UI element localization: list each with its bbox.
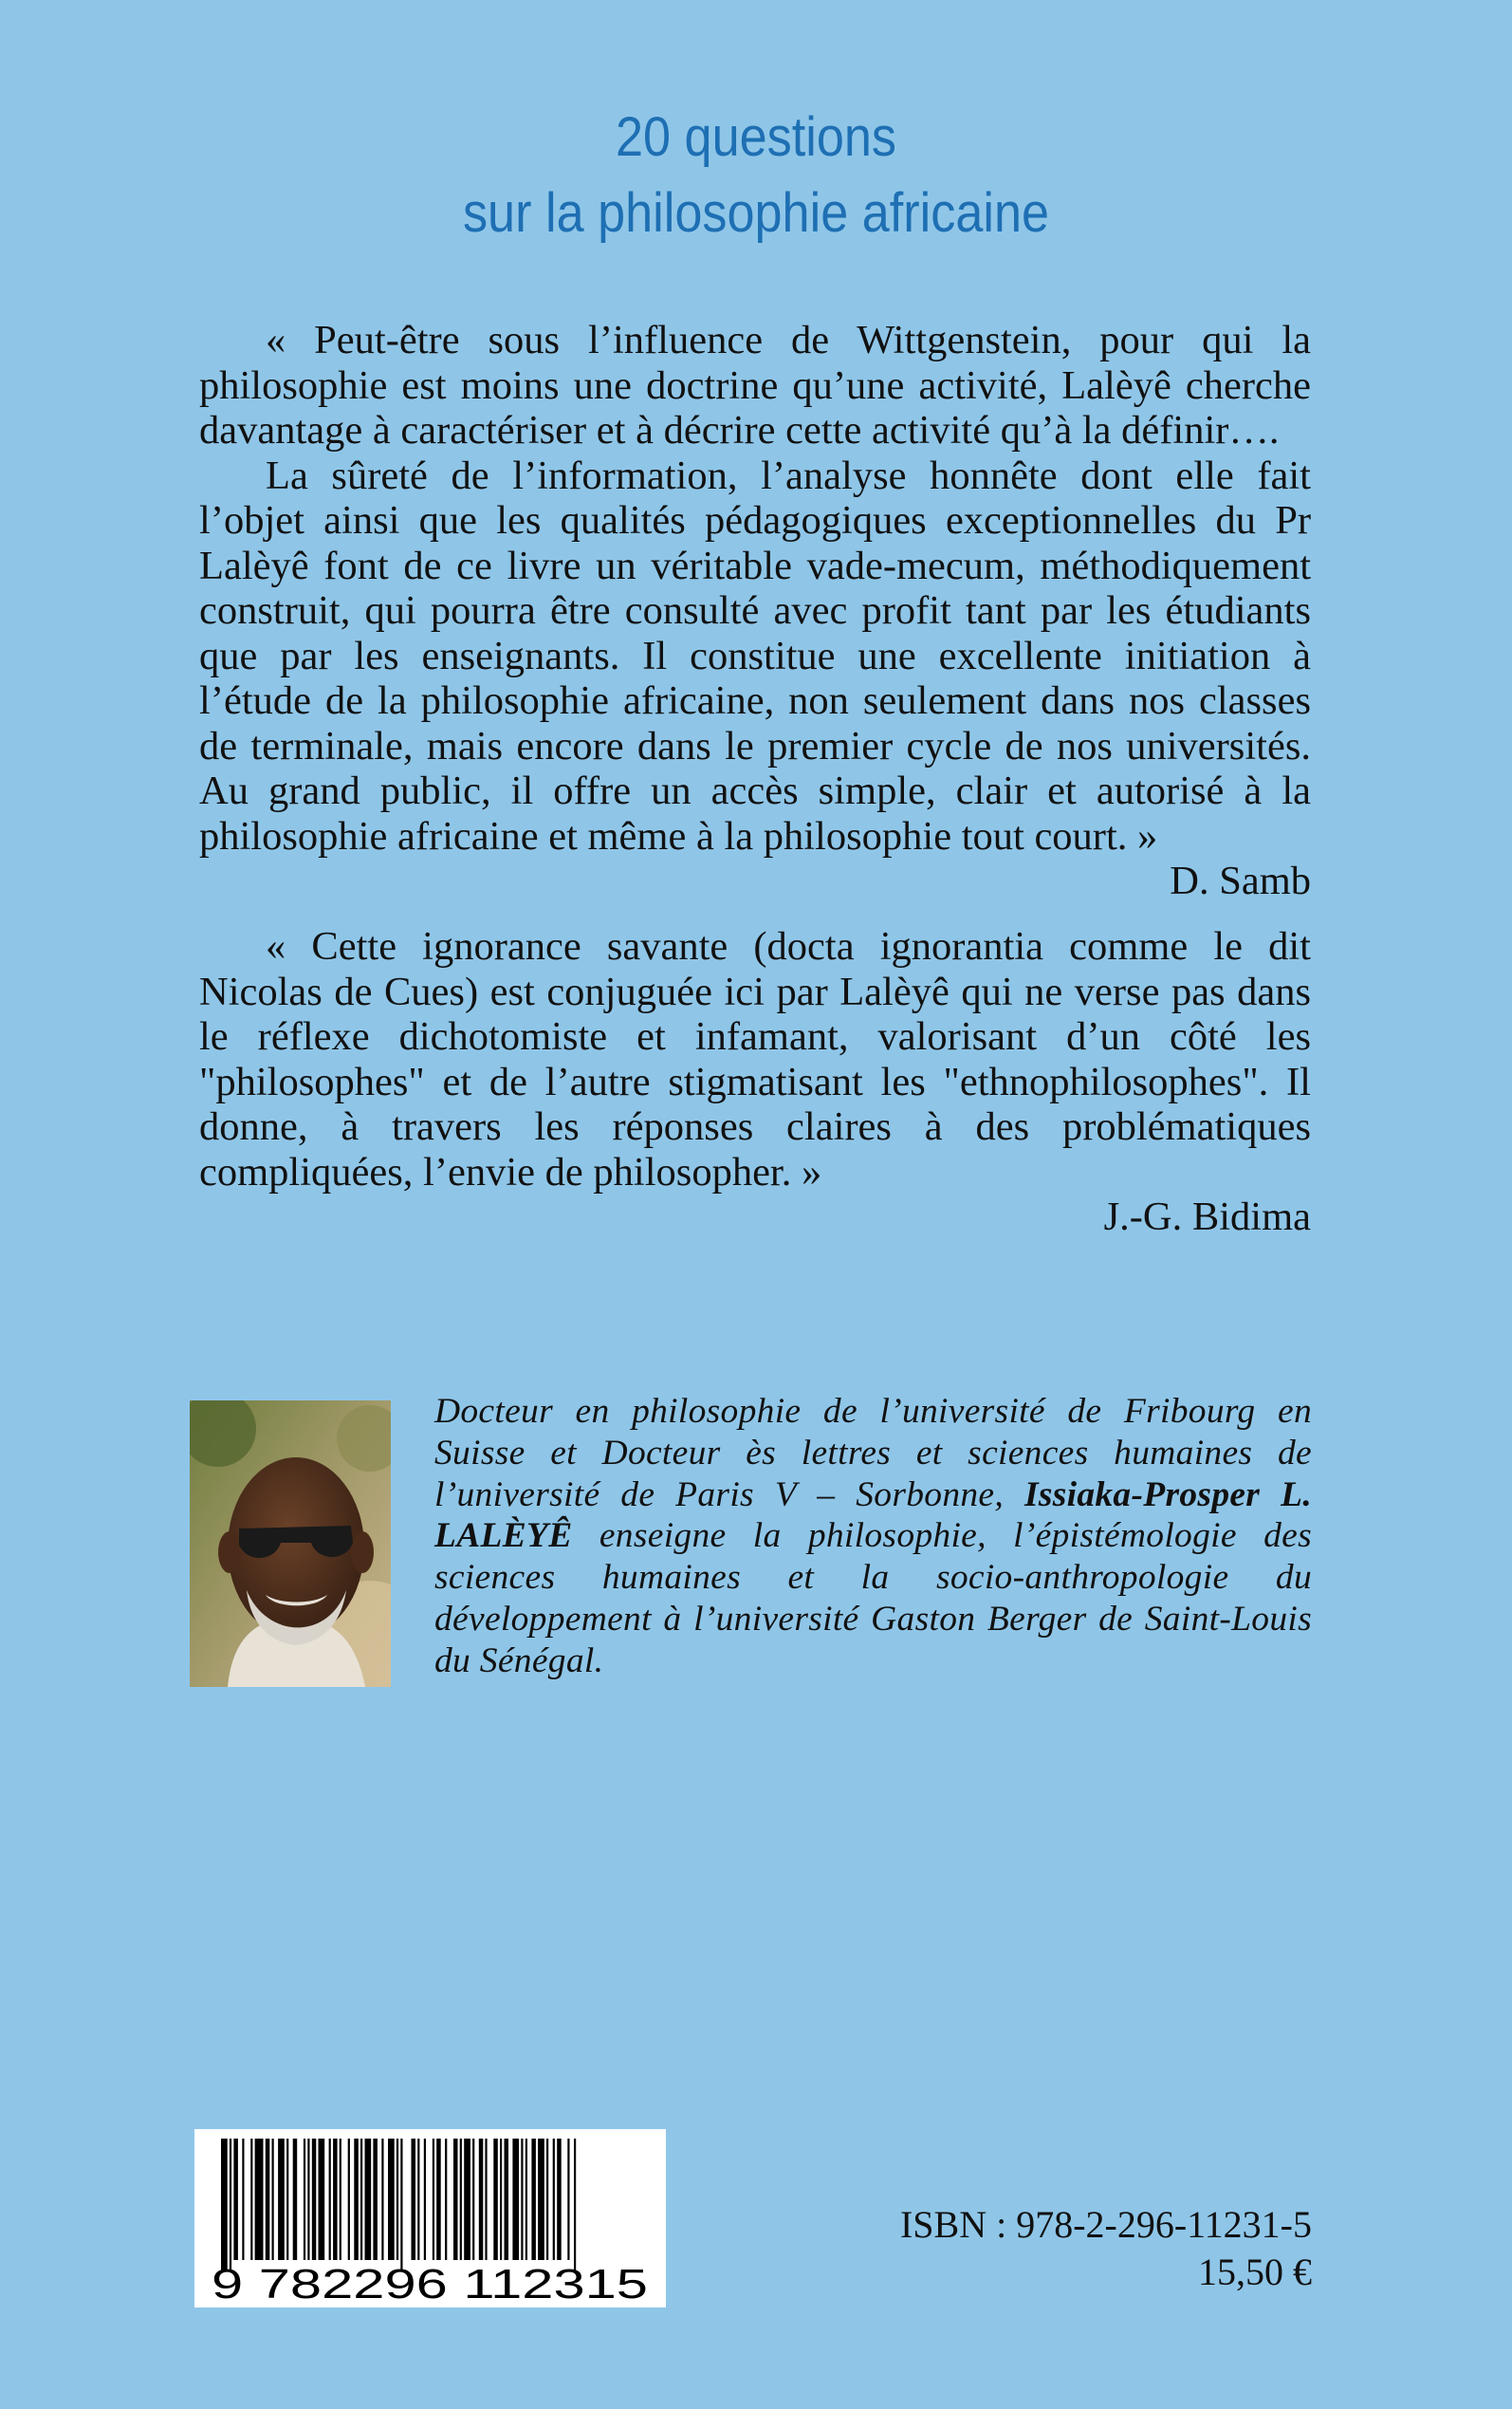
barcode-bar (493, 2139, 498, 2260)
book-title (76, 100, 1437, 251)
barcode-bar (233, 2139, 238, 2260)
isbn-number: ISBN : 978-2-296-11231-5 (899, 2203, 1312, 2246)
barcode-bar (505, 2139, 509, 2260)
barcode-bar (348, 2139, 350, 2260)
barcode-bar (293, 2139, 298, 2260)
quote-samb (199, 318, 1311, 904)
barcode-bar (272, 2139, 274, 2260)
quote-samb-paragraph-2: La sûreté de l’information, l’analyse honnête dont elle fait l’objet ainsi que les qualités pédagogiques exceptionnelles du Pr Lalèyê font de ce livre un véritable vade-mecum, méthodiquement construit, qui pourra être consulté avec profit tant par les étudiants que par les enseignants. Il constitue une excellente initiation à l’étude de la philosophie africaine, non seulement dans nos classes de terminale, mais encore dans le premier cycle de nos universités. Au grand public, il offre un accès simple, clair et autorisé à la philosophie africaine et même à la philosophie tout court. » (199, 453, 1311, 859)
barcode-bar (230, 2139, 231, 2271)
barcode-bar (396, 2139, 398, 2260)
barcode-bar (360, 2139, 362, 2260)
barcode-bar (381, 2139, 383, 2260)
barcode-bar (553, 2139, 555, 2260)
barcode-bars (221, 2139, 576, 2271)
barcode-bar (329, 2139, 331, 2260)
quote-bidima (199, 924, 1311, 1240)
barcode-bar (333, 2139, 338, 2260)
barcode-bar (221, 2139, 228, 2271)
barcode-bar (266, 2139, 270, 2260)
barcode-bar (365, 2139, 372, 2260)
title-line-2: sur la philosophie africaine (462, 182, 1050, 244)
barcode-bar (567, 2139, 569, 2260)
barcode-bar (464, 2139, 470, 2260)
barcode-bar (286, 2139, 288, 2260)
author-bio (434, 1391, 1312, 1682)
barcode-bar (412, 2139, 416, 2260)
barcode-bar (453, 2139, 458, 2260)
barcode-bar (319, 2139, 325, 2260)
barcode (194, 2129, 666, 2307)
barcode-bar (531, 2139, 536, 2260)
barcode-bar (500, 2139, 502, 2260)
barcode-bar (526, 2139, 527, 2260)
barcode-bar (436, 2139, 441, 2260)
barcode-bar (307, 2139, 309, 2260)
barcode-bar (304, 2139, 305, 2260)
price: 15,50 € (1198, 2251, 1312, 2293)
barcode-bar (242, 2139, 244, 2260)
barcode-bar (546, 2139, 548, 2260)
title-line-1: 20 questions (615, 106, 897, 168)
author-name: Issiaka-Prosper L. LALÈYÊ (434, 1474, 1312, 1556)
barcode-bar (340, 2139, 341, 2260)
barcode-bar (312, 2139, 317, 2260)
barcode-bar (485, 2139, 487, 2260)
barcode-bar (417, 2139, 419, 2260)
author-bio-rest: enseigne la philosophie, l’épistémologie des sciences humaines et la socio-anthropologie du développement à l’université Gaston Berger de Saint-Louis du Sénégal. (434, 1516, 1312, 1680)
barcode-bar (400, 2139, 402, 2271)
quote-samb-author: D. Samb (1170, 859, 1311, 903)
barcode-bar (472, 2139, 474, 2260)
quote-samb-paragraph-1: « Peut-être sous l’influence de Wittgenstein, pour qui la philosophie est moins une doctrine qu’une activité, Lalèyê cherche davantage à caractériser et à décrire cette activité qu’à la définir…. (199, 318, 1311, 453)
barcode-bar (521, 2139, 523, 2260)
barcode-bar (433, 2139, 434, 2260)
barcode-bar (574, 2139, 576, 2271)
barcode-digits: 9 782296 112315 (212, 2261, 648, 2307)
author-bio-intro: Docteur en philosophie de l’université de Fribourg en Suisse et Docteur ès lettres et sciences humaines de l’université de Paris V – Sorbonne, (434, 1392, 1312, 1514)
barcode-bar (538, 2139, 544, 2260)
author-photo (190, 1400, 391, 1687)
barcode-bar (479, 2139, 484, 2260)
barcode-bar (424, 2139, 426, 2260)
barcode-bar (255, 2139, 264, 2260)
barcode-bar (250, 2139, 252, 2260)
isbn-block (900, 2201, 1312, 2296)
quote-bidima-paragraph-1: « Cette ignorance savante (docta ignorantia comme le dit Nicolas de Cues) est conjuguée ici par Lalèyê qui ne verse pas dans le réflexe dichotomiste et infamant, valorisant d’un côté les "philosophes" et de l’autre stigmatisant les "ethnophilosophes". Il donne, à travers les réponses claires à des problématiques compliquées, l’envie de philosopher. » (199, 924, 1311, 1195)
barcode-bar (512, 2139, 519, 2260)
barcode-bar (373, 2139, 378, 2260)
barcode-bar (445, 2139, 447, 2260)
barcode-bar (557, 2139, 562, 2260)
barcode-bar (278, 2139, 285, 2260)
barcode-bar (388, 2139, 395, 2260)
barcode-bar (460, 2139, 462, 2260)
barcode-bar (354, 2139, 359, 2260)
quote-bidima-author: J.-G. Bidima (1103, 1195, 1311, 1239)
